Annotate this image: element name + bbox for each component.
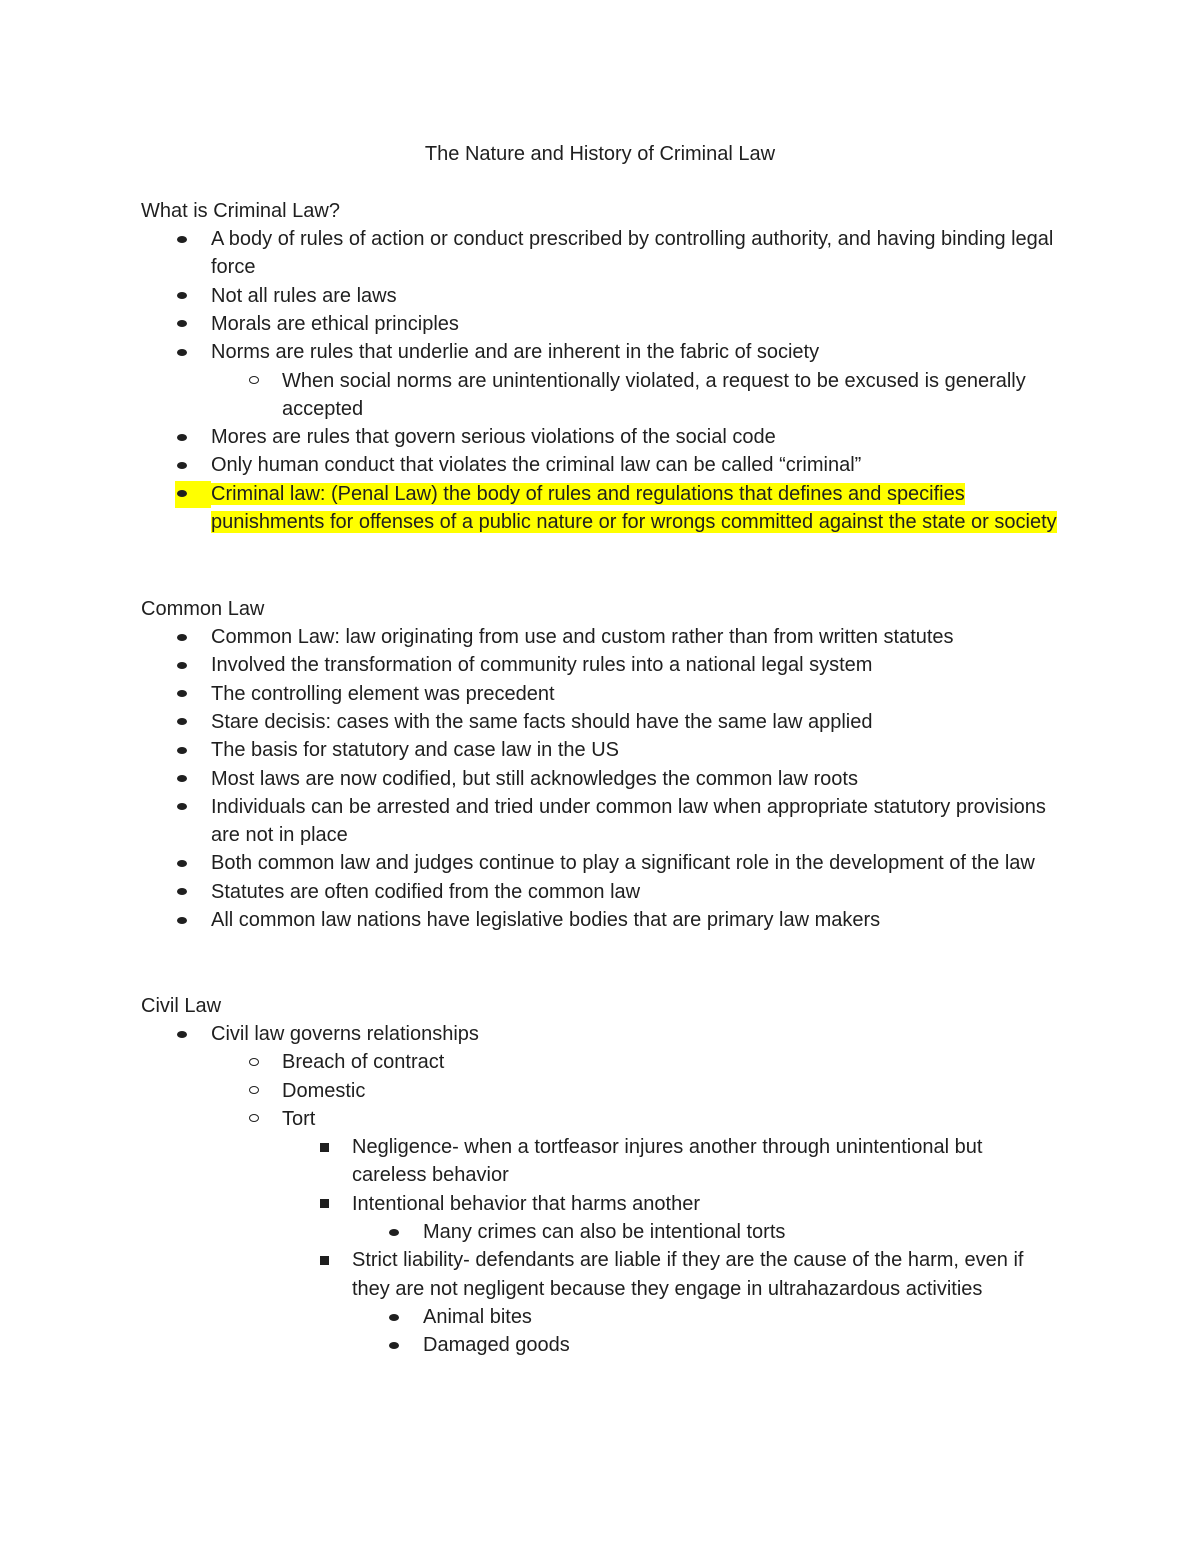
list-item [211, 680, 1060, 708]
disc-bullet-icon [177, 434, 187, 441]
list-item-text: Common Law: law originating from use and custom rather than from written statutes [211, 626, 954, 648]
document-title: The Nature and History of Criminal Law [424, 143, 776, 165]
list-item [211, 878, 1060, 906]
disc-bullet-icon [177, 690, 187, 697]
list-item-text: Mores are rules that govern serious violations of the social code [211, 426, 776, 449]
square-bullet-icon [320, 1143, 329, 1152]
highlighted-text: Criminal law: (Penal Law) the body of rules and regulations that defines and specifies punishments for offenses of a public nature or for wrongs committed against the state or society [211, 482, 1057, 533]
list-item-text: Statutes are often codified from the common law [211, 880, 641, 903]
disc-bullet-icon [177, 888, 187, 895]
list-item [211, 1020, 1060, 1048]
disc-bullet-icon [177, 634, 187, 641]
list-item-text: Morals are ethical principles [211, 312, 459, 335]
list-item [211, 793, 1060, 850]
disc-bullet-icon [389, 1342, 399, 1349]
list-item [282, 367, 1060, 424]
disc-bullet-icon [177, 1031, 187, 1038]
disc-bullet-icon [177, 803, 187, 810]
list-item-text: Strict liability- defendants are liable if they are the cause of the harm, even if they are not negligent because they engage in ultrahazardous activities [352, 1249, 1024, 1300]
list-item [352, 1190, 1060, 1218]
list-item-text: Not all rules are laws [211, 284, 397, 307]
list-item [211, 623, 1060, 651]
disc-bullet-icon [389, 1229, 399, 1236]
list-item-text: Involved the transformation of community rules into a national legal system [211, 654, 873, 677]
disc-bullet-icon [389, 1314, 399, 1321]
circle-bullet-icon [249, 1114, 259, 1122]
list-item-text: Individuals can be arrested and tried under common law when appropriate statutory provisions are not in place [211, 795, 1046, 847]
list-item [352, 1246, 1060, 1303]
list-item-text: Negligence- when a tortfeasor injures another through unintentional but careless behavior [352, 1136, 983, 1187]
disc-bullet-icon [177, 462, 187, 469]
list-item-text: Intentional behavior that harms another [352, 1192, 700, 1215]
list-item [423, 1218, 1060, 1246]
list-item [211, 765, 1060, 793]
list-item-text: Many crimes can also be intentional torts [423, 1221, 786, 1244]
list-item-text: Domestic [282, 1079, 366, 1102]
list-item-text: Most laws are now codified, but still acknowledges the common law roots [211, 767, 858, 790]
disc-bullet-icon [177, 662, 187, 669]
list-item-text: When social norms are unintentionally violated, a request to be excused is generally accepted [282, 369, 1026, 420]
list-item-text: Damaged goods [423, 1334, 570, 1357]
circle-bullet-icon [249, 1086, 259, 1094]
list-item [423, 1331, 1060, 1359]
list-item-text: Only human conduct that violates the criminal law can be called “criminal” [211, 454, 862, 477]
list-item [211, 651, 1060, 679]
section-heading: Common Law [141, 598, 265, 620]
list-item-text: Both common law and judges continue to play a significant role in the development of the law [211, 852, 1035, 875]
square-bullet-icon [320, 1256, 329, 1265]
list-item-text: Stare decisis: cases with the same facts should have the same law applied [211, 710, 873, 733]
disc-bullet-icon [177, 349, 187, 356]
list-item-text: Breach of contract [282, 1051, 445, 1074]
list-item [211, 480, 1060, 537]
list-item-text [211, 480, 1060, 537]
list-item [211, 708, 1060, 736]
list-item-text: All common law nations have legislative bodies that are primary law makers [211, 909, 881, 931]
list-item [211, 282, 1060, 310]
list-item [282, 1077, 1060, 1105]
list-item [352, 1133, 1060, 1190]
section-heading: What is Criminal Law? [141, 200, 340, 222]
disc-bullet-icon [177, 747, 187, 754]
disc-bullet-icon [177, 718, 187, 725]
circle-bullet-icon [249, 1058, 259, 1066]
square-bullet-icon [320, 1199, 329, 1208]
list-item-text: The basis for statutory and case law in the US [211, 739, 619, 762]
list-item-text: The controlling element was precedent [211, 682, 555, 705]
circle-bullet-icon [249, 376, 259, 384]
list-item [423, 1303, 1060, 1331]
list-item [211, 736, 1060, 764]
disc-bullet-icon [177, 236, 187, 243]
list-item [211, 423, 1060, 451]
list-item-text: Tort [282, 1107, 316, 1130]
list-item-text: Norms are rules that underlie and are inherent in the fabric of society [211, 341, 820, 364]
disc-bullet-icon [177, 917, 187, 924]
list-item [211, 310, 1060, 338]
disc-bullet-icon [177, 860, 187, 867]
disc-bullet-icon [177, 320, 187, 327]
list-item [211, 338, 1060, 366]
disc-bullet-icon [177, 775, 187, 782]
list-item [282, 1048, 1060, 1076]
list-item-text: Animal bites [423, 1306, 532, 1328]
list-item [211, 451, 1060, 479]
list-item-text: A body of rules of action or conduct prescribed by controlling authority, and having binding legal force [211, 228, 1054, 279]
list-item-text: Civil law governs relationships [211, 1023, 479, 1045]
list-item [211, 849, 1060, 877]
section-heading: Civil Law [141, 995, 222, 1017]
disc-bullet-icon [177, 292, 187, 299]
list-item [211, 225, 1060, 282]
list-item [211, 906, 1060, 934]
list-item [282, 1105, 1060, 1133]
